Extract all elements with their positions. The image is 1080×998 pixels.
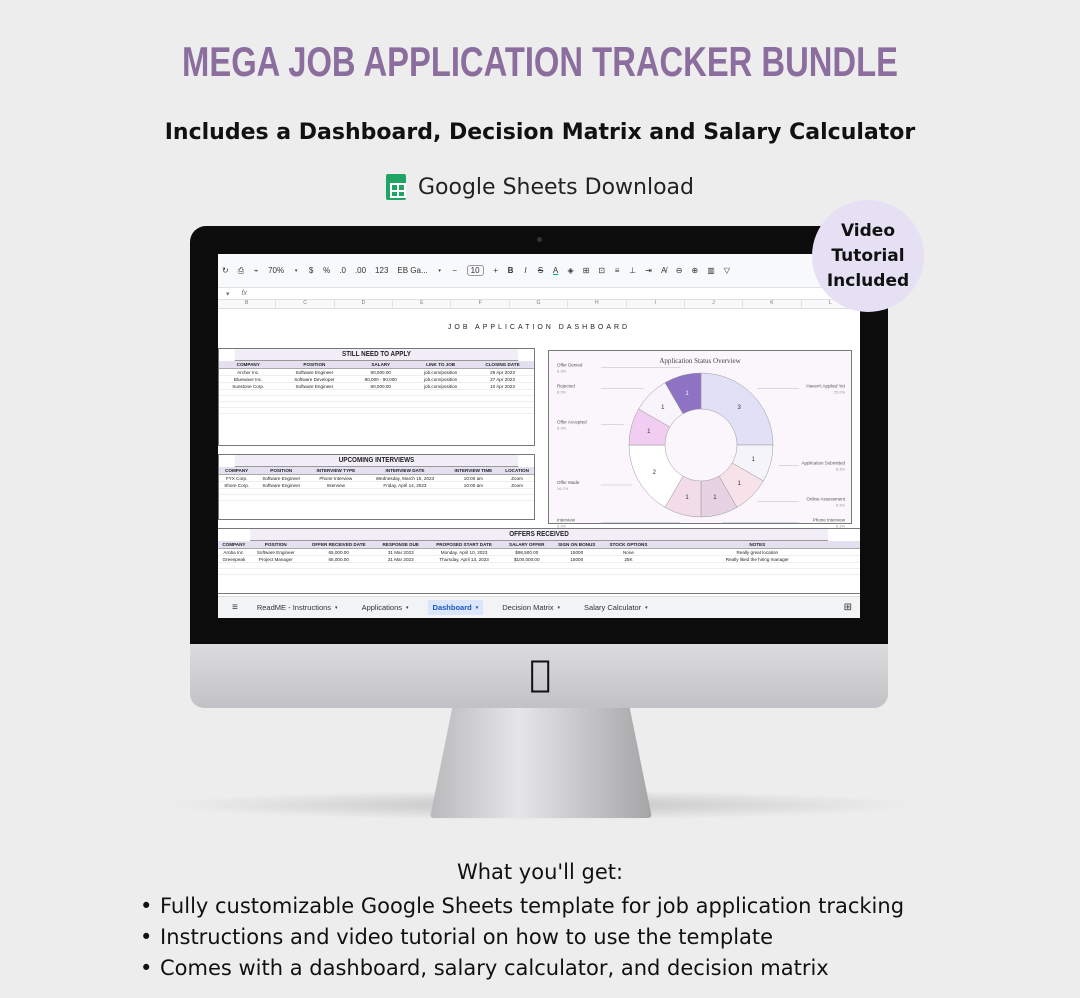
table-cell[interactable]: job.com/position: [410, 369, 471, 376]
slice-value-label: 1: [685, 390, 689, 397]
slice-percent-label: 8.3%: [557, 523, 567, 529]
spreadsheet-screen: [218, 254, 860, 618]
list-item-text: • Instructions and video tutorial on how to use the template: [160, 925, 774, 949]
google-sheets-icon: [386, 174, 406, 200]
column-header: POSITION: [254, 467, 308, 475]
table-row[interactable]: [218, 569, 860, 575]
table-header-row: [218, 541, 860, 549]
page-subtitle: Includes a Dashboard, Decision Matrix and Salary Calculator: [164, 120, 916, 145]
table-header-row: [219, 467, 534, 475]
sheets-toolbar: [218, 254, 860, 288]
table-cell[interactable]: 10 Apr 2023: [471, 383, 534, 390]
valign-icon[interactable]: ⊥: [629, 266, 637, 275]
bold-button[interactable]: B: [507, 266, 514, 275]
list-item: [140, 891, 1040, 922]
column-header: INTERVIEW TYPE: [308, 467, 363, 475]
table-cell[interactable]: 31 Mar 2023: [376, 549, 426, 556]
number-format-button[interactable]: 123: [375, 266, 389, 275]
table-cell[interactable]: Shore Corp.: [219, 482, 254, 489]
table-cell[interactable]: Software Developer: [277, 376, 351, 383]
still-need-to-apply-panel: [218, 348, 535, 446]
comment-icon[interactable]: ⊕: [691, 266, 699, 275]
table-cell[interactable]: Interview: [308, 482, 363, 489]
column-header: LINK TO JOB: [410, 361, 471, 369]
list-item: [140, 953, 1040, 984]
table-cell[interactable]: Aroba Inc.: [218, 549, 250, 556]
text-color-button[interactable]: A: [552, 266, 559, 275]
chevron-down-icon[interactable]: ▾: [438, 267, 441, 274]
column-header: LOCATION: [500, 467, 534, 475]
slice-value-label: 1: [713, 495, 717, 502]
slice-category-label: Rejected: [557, 383, 575, 389]
table-row[interactable]: [219, 369, 534, 376]
table-row[interactable]: [219, 495, 534, 501]
table-cell[interactable]: Software Engineer: [250, 549, 302, 556]
table-header-row: [219, 361, 534, 369]
tab-label: Applications: [361, 603, 403, 612]
font-select[interactable]: EB Ga...: [397, 266, 428, 275]
rotate-icon[interactable]: A̸: [661, 266, 667, 275]
page-title: MEGA JOB APPLICATION TRACKER BUNDLE: [182, 38, 898, 85]
table-cell[interactable]: 27 Apr 2023: [471, 376, 534, 383]
font-size-input[interactable]: 10: [467, 265, 484, 276]
table-cell[interactable]: Software Engineer: [254, 475, 308, 482]
column-letter[interactable]: D: [335, 300, 393, 308]
table-cell[interactable]: 10:00 am: [447, 475, 501, 482]
column-letter[interactable]: I: [627, 300, 685, 308]
chevron-down-icon[interactable]: ▾: [335, 604, 338, 611]
table-row[interactable]: [218, 556, 860, 563]
column-letter[interactable]: G: [510, 300, 568, 308]
tab-decision-matrix[interactable]: [497, 600, 565, 615]
column-letter[interactable]: L: [802, 300, 860, 308]
column-letter[interactable]: K: [743, 300, 801, 308]
all-sheets-menu-icon[interactable]: ≡: [232, 602, 238, 613]
zoom-select[interactable]: 70%: [268, 266, 285, 275]
table-row[interactable]: [219, 475, 534, 482]
table-cell[interactable]: 15000: [551, 556, 602, 563]
donut-chart-svg: [549, 351, 853, 529]
monitor-stand: [430, 708, 652, 818]
table-cell[interactable]: $100,000.00: [502, 556, 551, 563]
wrap-icon[interactable]: ⇥: [645, 266, 652, 275]
slice-percent-label: 25.0%: [833, 389, 845, 395]
table-cell[interactable]: Really great location: [655, 549, 860, 556]
paint-format-icon[interactable]: ⌁: [253, 266, 259, 275]
list-item-text: • Fully customizable Google Sheets template for job application tracking: [160, 894, 905, 918]
table-cell[interactable]: 31 Mar 2023: [376, 556, 426, 563]
align-icon[interactable]: ≡: [614, 266, 620, 275]
redo-icon[interactable]: ↻: [222, 266, 229, 275]
badge-line: Tutorial: [831, 245, 905, 266]
column-letter[interactable]: B: [218, 300, 276, 308]
slice-category-label: Online Assessment: [806, 496, 845, 502]
badge-line: Video: [840, 220, 896, 241]
column-headers: [218, 300, 860, 309]
table-cell[interactable]: Really liked the hiring manager: [655, 556, 860, 563]
tab-applications[interactable]: [357, 600, 414, 615]
list-item-text: • Comes with a dashboard, salary calculator, and decision matrix: [160, 956, 829, 980]
empty-cell[interactable]: [218, 569, 860, 575]
table-row[interactable]: [219, 408, 534, 414]
decrease-decimal-button[interactable]: .0: [339, 266, 346, 275]
formula-bar[interactable]: [218, 288, 860, 300]
slice-category-label: Phone Interview: [812, 517, 845, 523]
upcoming-interviews-panel: [218, 454, 535, 520]
slice-value-label: 2: [652, 470, 656, 476]
column-header: OFFER RECEIVED DATE: [302, 541, 376, 549]
tab-salary-calculator[interactable]: [579, 600, 653, 615]
apple-logo-icon: [522, 654, 558, 695]
google-sheets-download-line: [0, 174, 1080, 200]
slice-value-label: 3: [737, 404, 741, 411]
table-cell[interactable]: Archer Inc.: [219, 369, 277, 376]
slice-value-label: 1: [751, 456, 755, 463]
table-cell[interactable]: 10:00 am: [447, 482, 501, 489]
slice-percent-label: 8.3%: [557, 368, 567, 374]
table-cell[interactable]: 15000: [551, 549, 602, 556]
panel-title: UPCOMING INTERVIEWS: [235, 455, 519, 467]
table-cell[interactable]: job.com/position: [410, 376, 471, 383]
column-header: POSITION: [277, 361, 351, 369]
chevron-down-icon[interactable]: ▾: [557, 604, 561, 611]
slice-percent-label: 8.3%: [557, 425, 567, 431]
column-header: CLOSING DATE: [471, 361, 534, 369]
table-cell[interactable]: Monday, April 10, 2023: [426, 549, 503, 556]
tab-readme[interactable]: [252, 600, 343, 615]
table-cell[interactable]: None: [602, 549, 654, 556]
column-header: COMPANY: [219, 467, 254, 475]
table-cell[interactable]: job.com/position: [410, 383, 471, 390]
empty-cell[interactable]: [219, 408, 534, 414]
column-header: SALARY OFFER: [502, 541, 551, 549]
list-item: [140, 922, 1040, 953]
chevron-down-icon[interactable]: ▾: [406, 604, 409, 611]
column-header: PROPOSED START DATE: [426, 541, 503, 549]
borders-icon[interactable]: ⊞: [582, 266, 590, 275]
italic-button[interactable]: I: [524, 266, 527, 275]
dashboard-title: JOB APPLICATION DASHBOARD: [447, 324, 631, 331]
empty-cell[interactable]: [219, 495, 534, 501]
link-icon[interactable]: ⊖: [675, 266, 683, 275]
camera-icon: [537, 237, 542, 242]
table-cell[interactable]: Phone Interview: [308, 475, 363, 482]
feature-list: [140, 891, 1040, 984]
percent-button[interactable]: %: [323, 266, 331, 275]
table-cell[interactable]: 80,000.00: [351, 383, 410, 390]
strikethrough-button[interactable]: S: [537, 266, 544, 275]
table-cell[interactable]: Bluewave Inc.: [219, 376, 277, 383]
panel-title: STILL NEED TO APPLY: [235, 349, 519, 361]
table-cell[interactable]: Thursday, April 13, 2023: [426, 556, 503, 563]
plus-icon[interactable]: +: [493, 266, 498, 275]
chevron-down-icon[interactable]: ▾: [645, 604, 648, 611]
column-letter[interactable]: C: [276, 300, 334, 308]
chevron-down-icon[interactable]: ▾: [475, 604, 479, 611]
fill-color-icon[interactable]: ◈: [567, 266, 574, 275]
download-label: Google Sheets Download: [418, 174, 694, 200]
currency-button[interactable]: $: [308, 266, 314, 275]
fx-icon: fx: [241, 290, 247, 297]
column-letter[interactable]: H: [568, 300, 626, 308]
offers-received-panel: [218, 528, 860, 594]
column-header: POSITION: [250, 541, 302, 549]
column-letter[interactable]: F: [451, 300, 509, 308]
slice-value-label: 1: [737, 481, 741, 488]
application-status-chart[interactable]: [548, 350, 852, 529]
panel-title: OFFERS RECEIVED: [250, 529, 828, 541]
table-cell[interactable]: Software Engineer: [254, 482, 308, 489]
slice-value-label: 1: [685, 495, 689, 502]
tab-label: Decision Matrix: [502, 603, 554, 612]
table-cell[interactable]: Wednesday, March 15, 2023: [363, 475, 446, 482]
table-cell[interactable]: 80,000.00: [351, 369, 410, 376]
chevron-down-icon[interactable]: ▾: [294, 267, 298, 274]
merge-icon[interactable]: ⊡: [598, 266, 606, 275]
sheet-tabs-bar: [218, 596, 860, 618]
table-cell[interactable]: Software Engineer: [277, 383, 351, 390]
slice-category-label: Application Submitted: [801, 460, 845, 466]
slice-value-label: 1: [647, 429, 651, 436]
column-header: INTERVIEW TIME: [447, 467, 501, 475]
slice-category-label: Offer Made: [557, 480, 580, 485]
slice-category-label: Interview: [557, 517, 576, 523]
column-header: NOTES: [655, 541, 860, 549]
slice-category-label: Offer Accepted: [557, 419, 587, 425]
slice-category-label: Haven't Applied Yet: [806, 383, 845, 389]
tab-label: ReadME - Instructions: [256, 603, 332, 612]
badge-line: Included: [826, 270, 910, 291]
table-cell[interactable]: Project Manager: [250, 556, 302, 563]
column-header: COMPANY: [218, 541, 250, 549]
tab-label: Dashboard: [432, 603, 472, 612]
column-header: RESPONSE DUE: [376, 541, 426, 549]
increase-decimal-button[interactable]: .00: [354, 266, 367, 275]
table-cell[interactable]: 65,000.00: [302, 549, 376, 556]
tab-dashboard[interactable]: [428, 600, 484, 615]
chart-title: Application Status Overview: [659, 357, 741, 365]
table-cell[interactable]: Zoom: [500, 475, 534, 482]
slice-percent-label: 8.3%: [835, 523, 845, 529]
table-cell[interactable]: Sunstone Corp.: [219, 383, 277, 390]
what-you-get-heading: What you'll get:: [456, 860, 624, 884]
column-header: COMPANY: [219, 361, 277, 369]
slice-percent-label: 8.3%: [557, 389, 567, 395]
table-cell[interactable]: $98,500.00: [502, 549, 551, 556]
filter-icon[interactable]: ▽: [723, 266, 730, 275]
slice-percent-label: 16.7%: [557, 486, 569, 491]
table-row[interactable]: [219, 376, 534, 383]
slice-value-label: 1: [661, 404, 665, 411]
explore-icon[interactable]: ⊞: [843, 602, 852, 613]
chart-icon[interactable]: ▥: [707, 266, 715, 275]
slice-percent-label: 8.3%: [835, 466, 845, 472]
slice-percent-label: 8.3%: [835, 502, 845, 508]
column-letter[interactable]: J: [685, 300, 743, 308]
table-cell[interactable]: FYX Corp.: [219, 475, 254, 482]
slice-category-label: Offer Denied: [557, 362, 583, 368]
table-row[interactable]: [219, 482, 534, 489]
table-row[interactable]: [218, 549, 860, 556]
video-tutorial-badge: [812, 200, 924, 312]
column-header: SALARY: [351, 361, 410, 369]
interviews-table: [219, 467, 534, 501]
column-header: STOCK OPTIONS: [602, 541, 654, 549]
still-need-table: [219, 361, 534, 414]
column-letter[interactable]: E: [393, 300, 451, 308]
table-cell[interactable]: Software Engineer: [277, 369, 351, 376]
table-cell[interactable]: 25K: [602, 556, 654, 563]
tab-label: Salary Calculator: [584, 603, 642, 612]
print-icon[interactable]: ⎙: [237, 265, 245, 275]
table-cell[interactable]: 80,000 - 90,000: [351, 376, 410, 383]
table-row[interactable]: [219, 383, 534, 390]
column-header: INTERVIEW DATE: [363, 467, 446, 475]
table-cell[interactable]: Friday, April 14, 2023: [363, 482, 446, 489]
minus-icon[interactable]: −: [452, 266, 457, 275]
table-cell[interactable]: Greenpeak: [218, 556, 250, 563]
table-cell[interactable]: Zoom: [500, 482, 534, 489]
chevron-down-icon[interactable]: ▾: [226, 290, 230, 298]
offers-table: [218, 541, 860, 575]
table-cell[interactable]: 28 Apr 2023: [471, 369, 534, 376]
table-cell[interactable]: 65,000.00: [302, 556, 376, 563]
column-header: SIGN ON BONUS: [551, 541, 602, 549]
